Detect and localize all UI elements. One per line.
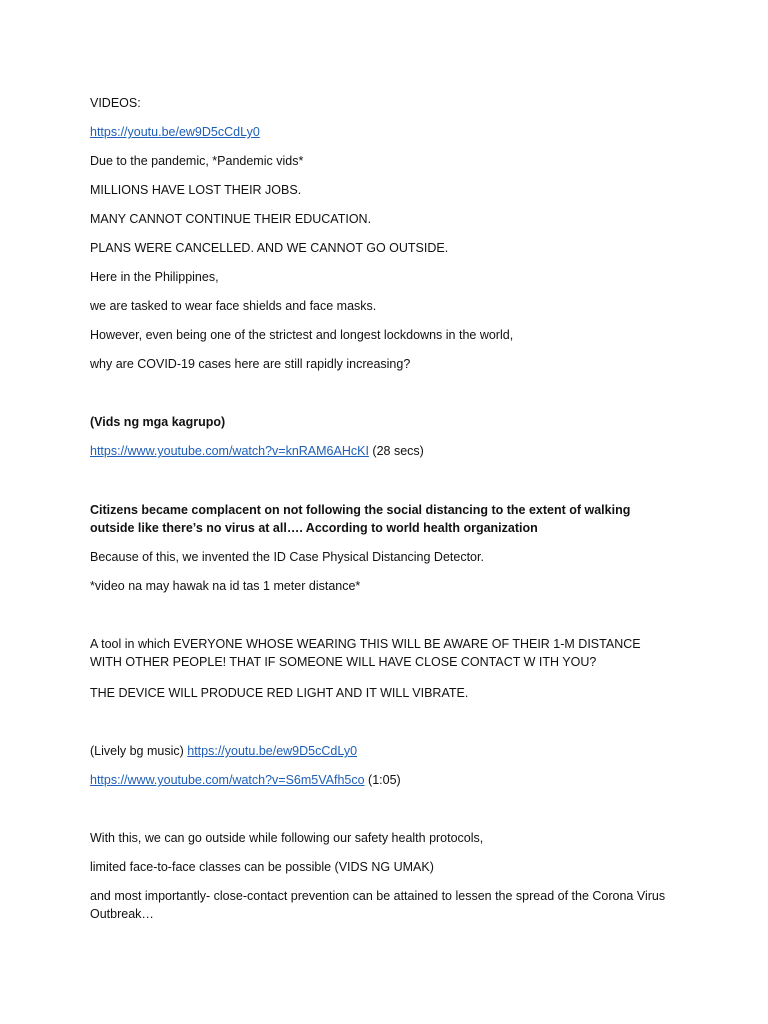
video-link-2-duration: (28 secs): [368, 444, 424, 458]
video-link-1[interactable]: https://youtu.be/ew9D5cCdLy0: [90, 125, 260, 139]
id-video-line: *video na may hawak na id tas 1 meter distance*: [90, 579, 361, 593]
video-link-1-line: [90, 123, 690, 141]
video-link-3[interactable]: https://youtu.be/ew9D5cCdLy0: [187, 744, 358, 758]
invented-line: Because of this, we invented the ID Case Physical Distancing Detector.: [90, 550, 484, 564]
covid-line: why are COVID-19 cases here are still rapidly increasing?: [90, 357, 411, 371]
classes-line: limited face-to-face classes can be possible (VIDS NG UMAK): [90, 860, 434, 874]
philippines-line: Here in the Philippines,: [90, 270, 219, 284]
device-line: THE DEVICE WILL PRODUCE RED LIGHT AND IT WILL VIBRATE.: [90, 686, 469, 700]
pandemic-line: Due to the pandemic, *Pandemic vids*: [90, 154, 304, 168]
videos-heading: VIDEOS:: [90, 96, 141, 110]
video-link-2[interactable]: https://www.youtube.com/watch?v=knRAM6AHcKI: [90, 444, 369, 458]
tool-paragraph: A tool in which EVERYONE WHOSE WEARING THIS WILL BE AWARE OF THEIR 1-M DISTANCE WITH OTHER PEOPLE! THAT IF SOMEONE WILL HAVE CLOSE CONTACT W ITH YOU?: [90, 637, 641, 669]
education-line: MANY CANNOT CONTINUE THEIR EDUCATION.: [90, 212, 372, 226]
music-line: [90, 742, 690, 760]
masks-line: we are tasked to wear face shields and face masks.: [90, 299, 377, 313]
video-link-4-line: [90, 771, 690, 789]
complacent-paragraph: Citizens became complacent on not following the social distancing to the extent of walking outside like there’s no virus at all…. According to world health organization: [90, 503, 631, 535]
jobs-line: MILLIONS HAVE LOST THEIR JOBS.: [90, 183, 302, 197]
plans-line: PLANS WERE CANCELLED. AND WE CANNOT GO OUTSIDE.: [90, 241, 449, 255]
video-link-2-line: [90, 442, 690, 460]
group-vids-heading: (Vids ng mga kagrupo): [90, 415, 226, 429]
video-link-4-duration: (1:05): [364, 773, 401, 787]
outside-line: With this, we can go outside while following our safety health protocols,: [90, 831, 484, 845]
music-label: (Lively bg music): [90, 744, 188, 758]
lockdown-line: However, even being one of the strictest and longest lockdowns in the world,: [90, 328, 514, 342]
prevention-paragraph: and most importantly- close-contact prevention can be attained to lessen the spread of the Corona Virus Outbreak…: [90, 889, 666, 921]
video-link-4[interactable]: https://www.youtube.com/watch?v=S6m5VAfh5co: [90, 773, 365, 787]
